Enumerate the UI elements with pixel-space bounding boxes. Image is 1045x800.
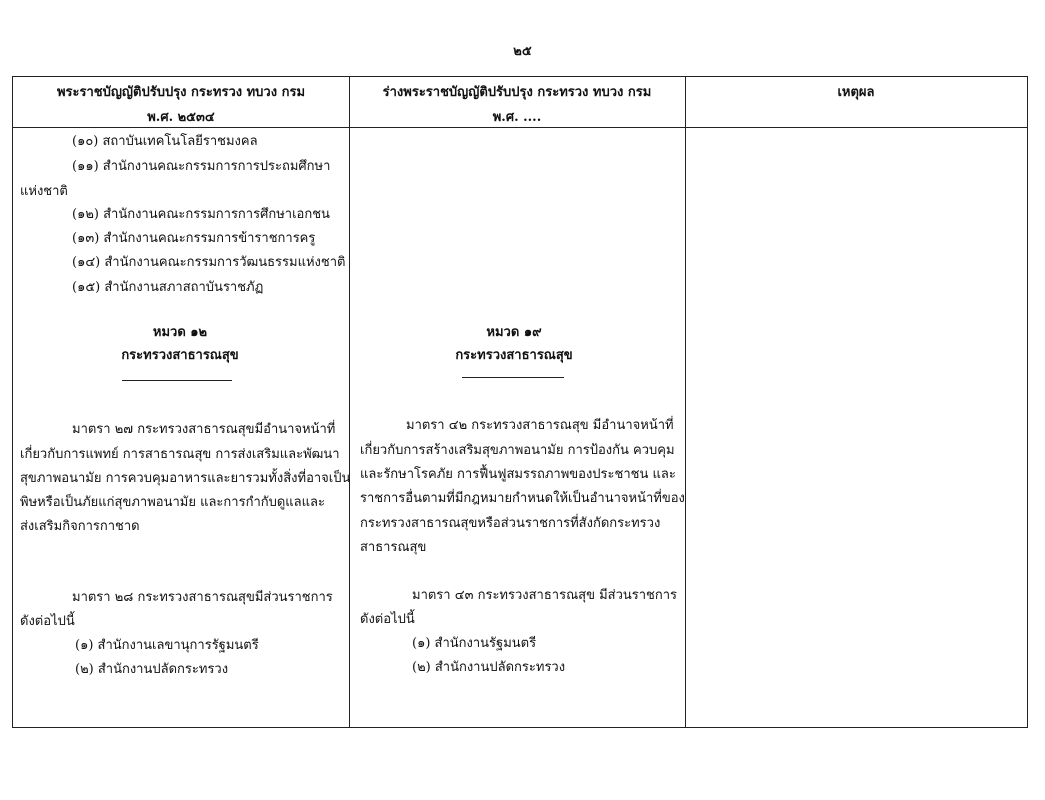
list-item: (๑๔) สำนักงานคณะกรรมการวัฒนธรรมแห่งชาติ: [72, 255, 346, 270]
section-line: เกี่ยวกับการแพทย์ การสาธารณสุข การส่งเสริมและพัฒนา: [20, 447, 340, 462]
section-line: พิษหรือเป็นภัยแก่สุขภาพอนามัย และการกำกับดูแลและ: [20, 495, 325, 510]
section-line: มาตรา ๒๗ กระทรวงสาธารณสุขมีอำนาจหน้าที่: [72, 422, 336, 437]
list-item: (๒) สำนักงานปลัดกระทรวง: [75, 662, 229, 677]
section-line: ดังต่อไปนี้: [20, 614, 75, 629]
column-divider: [685, 77, 686, 727]
header-reason-title: เหตุผล: [837, 85, 875, 100]
page-number: ๒๕: [513, 44, 532, 59]
list-item: แห่งชาติ: [20, 184, 68, 199]
ministry-heading: กระทรวงสาธารณสุข: [455, 348, 573, 363]
ministry-heading: กระทรวงสาธารณสุข: [121, 348, 239, 363]
list-item: (๒) สำนักงานปลัดกระทรวง: [412, 660, 566, 675]
list-item: (๑๒) สำนักงานคณะกรรมการการศึกษาเอกชน: [72, 207, 330, 222]
section-line: เกี่ยวกับการสร้างเสริมสุขภาพอนามัย การป้องกัน ควบคุม: [360, 443, 675, 458]
header-current-act: [13, 77, 349, 130]
heading-underline: [122, 380, 232, 381]
list-item: (๑๑) สำนักงานคณะกรรมการการประถมศึกษา: [72, 159, 331, 174]
list-item: (๑) สำนักงานรัฐมนตรี: [412, 636, 537, 651]
header-current-act-year: พ.ศ. ๒๕๓๔: [147, 110, 215, 125]
list-item: (๑๕) สำนักงานสภาสถาบันราชภัฏ: [72, 280, 264, 295]
section-line: สุขภาพอนามัย การควบคุมอาหารและยารวมทั้งสิ่งที่อาจเป็น: [20, 471, 351, 486]
section-line: มาตรา ๒๘ กระทรวงสาธารณสุขมีส่วนราชการ: [72, 590, 333, 605]
section-line: ราชการอื่นตามที่มีกฎหมายกำหนดให้เป็นอำนาจหน้าที่ของ: [360, 491, 685, 506]
list-item: (๑๐) สถาบันเทคโนโลยีราชมงคล: [72, 134, 258, 149]
chapter-heading: หมวด ๑๒: [152, 325, 208, 340]
section-line: และรักษาโรคภัย การฟื้นฟูสมรรถภาพของประชาชน และ: [360, 467, 676, 482]
section-line: ส่งเสริมกิจการกาชาด: [20, 519, 140, 534]
section-line: กระทรวงสาธารณสุขหรือส่วนราชการที่สังกัดกระทรวง: [360, 516, 661, 531]
heading-underline: [462, 377, 564, 378]
section-line: มาตรา ๔๒ กระทรวงสาธารณสุข มีอำนาจหน้าที่: [406, 418, 674, 433]
chapter-heading: หมวด ๑๙: [486, 325, 542, 340]
column-divider: [349, 77, 350, 727]
section-line: สาธารณสุข: [360, 540, 427, 555]
list-item: (๑๓) สำนักงานคณะกรรมการข้าราชการครู: [72, 231, 316, 246]
list-item: (๑) สำนักงานเลขานุการรัฐมนตรี: [75, 638, 259, 653]
section-line: มาตรา ๔๓ กระทรวงสาธารณสุข มีส่วนราชการ: [412, 588, 678, 603]
header-reason: [685, 77, 1027, 130]
header-draft-act-year: พ.ศ. ....: [492, 110, 542, 125]
header-current-act-title: พระราชบัญญัติปรับปรุง กระทรวง ทบวง กรม: [56, 85, 306, 100]
header-draft-act-title: ร่างพระราชบัญญัติปรับปรุง กระทรวง ทบวง กรม: [382, 85, 652, 100]
header-draft-act: [349, 77, 685, 130]
section-line: ดังต่อไปนี้: [360, 612, 415, 627]
